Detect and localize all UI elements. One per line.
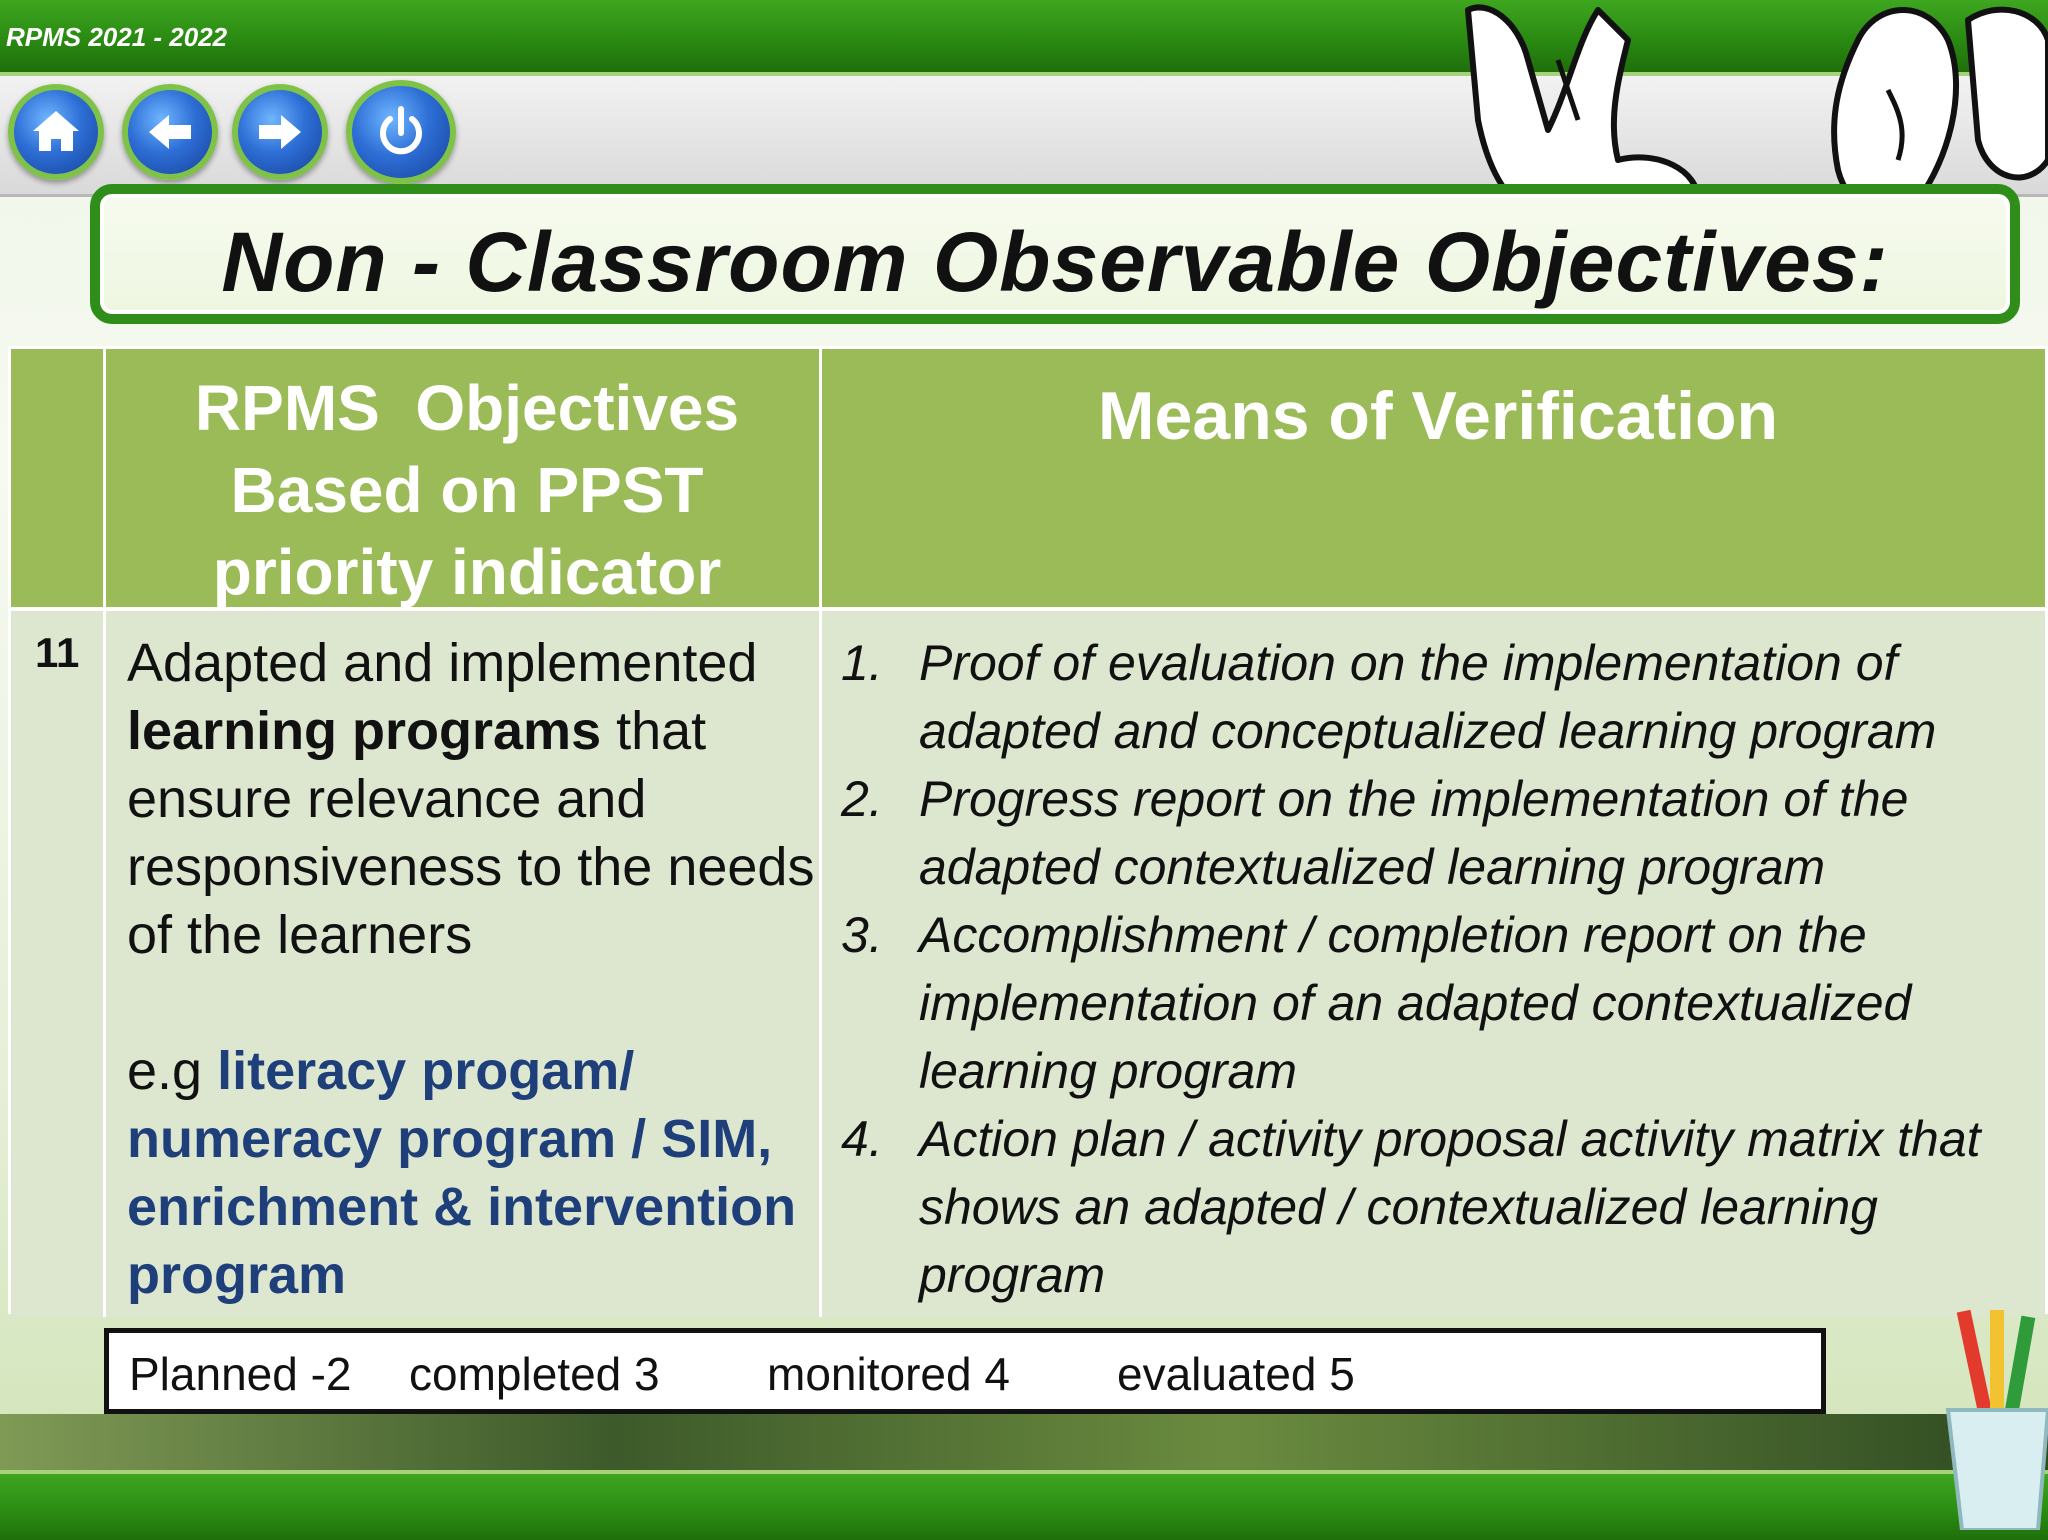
title-frame	[90, 184, 2020, 324]
list-item	[841, 629, 2048, 765]
list-item	[841, 901, 2048, 1105]
example-text	[127, 1037, 827, 1309]
list-number: 1.	[841, 635, 883, 691]
bottom-bar	[0, 1470, 2048, 1540]
home-button[interactable]	[8, 84, 104, 180]
header-verification: Means of Verification	[1097, 378, 1779, 454]
header-objectives-line: priority indicator	[212, 536, 722, 608]
pencil-cup-illustration	[1928, 1310, 2048, 1530]
slide-title: Non - Classroom Observable Objectives:	[221, 215, 1889, 309]
power-icon	[372, 103, 430, 161]
example-programs: literacy progam/ numeracy program / SIM, enrichment & intervention program	[127, 1041, 797, 1305]
bottom-scenery	[0, 1414, 2048, 1470]
power-button[interactable]	[346, 80, 456, 184]
legend-evaluated: evaluated 5	[1117, 1348, 1355, 1400]
list-number: 3.	[841, 907, 883, 963]
list-text: Proof of evaluation on the implementation of adapted and conceptualized learning program	[919, 635, 1937, 759]
back-button[interactable]	[122, 84, 218, 180]
home-icon	[27, 103, 85, 161]
row-number: 11	[35, 629, 80, 676]
list-item	[841, 1105, 2048, 1309]
verification-list	[841, 629, 2048, 1309]
example-prefix: e.g	[127, 1041, 218, 1101]
list-text: Accomplishment / completion report on the implementation of an adapted contextualized learning program	[919, 907, 1912, 1099]
column-divider	[103, 349, 106, 1317]
legend-planned: Planned -2	[129, 1348, 352, 1400]
arrow-right-icon	[251, 103, 309, 161]
header-objectives-line: Based on PPST	[230, 454, 704, 526]
objective-pre: Adapted and implemented	[127, 633, 758, 693]
rating-legend	[104, 1328, 1826, 1414]
header-objectives	[107, 367, 827, 613]
objectives-table	[8, 346, 2048, 1314]
legend-monitored: monitored 4	[767, 1348, 1010, 1400]
arrow-left-icon	[141, 103, 199, 161]
list-text: Action plan / activity proposal activity matrix that shows an adapted / contextualized learning program	[919, 1111, 1981, 1303]
objective-text	[127, 629, 827, 1309]
list-number: 2.	[841, 771, 883, 827]
objective-post: that ensure relevance and responsiveness to the needs of the learners	[127, 701, 815, 965]
objective-bold: learning programs	[127, 701, 602, 761]
list-text: Progress report on the implementation of the adapted contextualized learning program	[919, 771, 1909, 895]
deck-title: RPMS 2021 - 2022	[6, 22, 228, 52]
list-item	[841, 765, 2048, 901]
list-number: 4.	[841, 1111, 883, 1167]
header-objectives-line: RPMS Objectives	[194, 372, 740, 444]
legend-completed: completed 3	[409, 1348, 660, 1400]
forward-button[interactable]	[232, 84, 328, 180]
